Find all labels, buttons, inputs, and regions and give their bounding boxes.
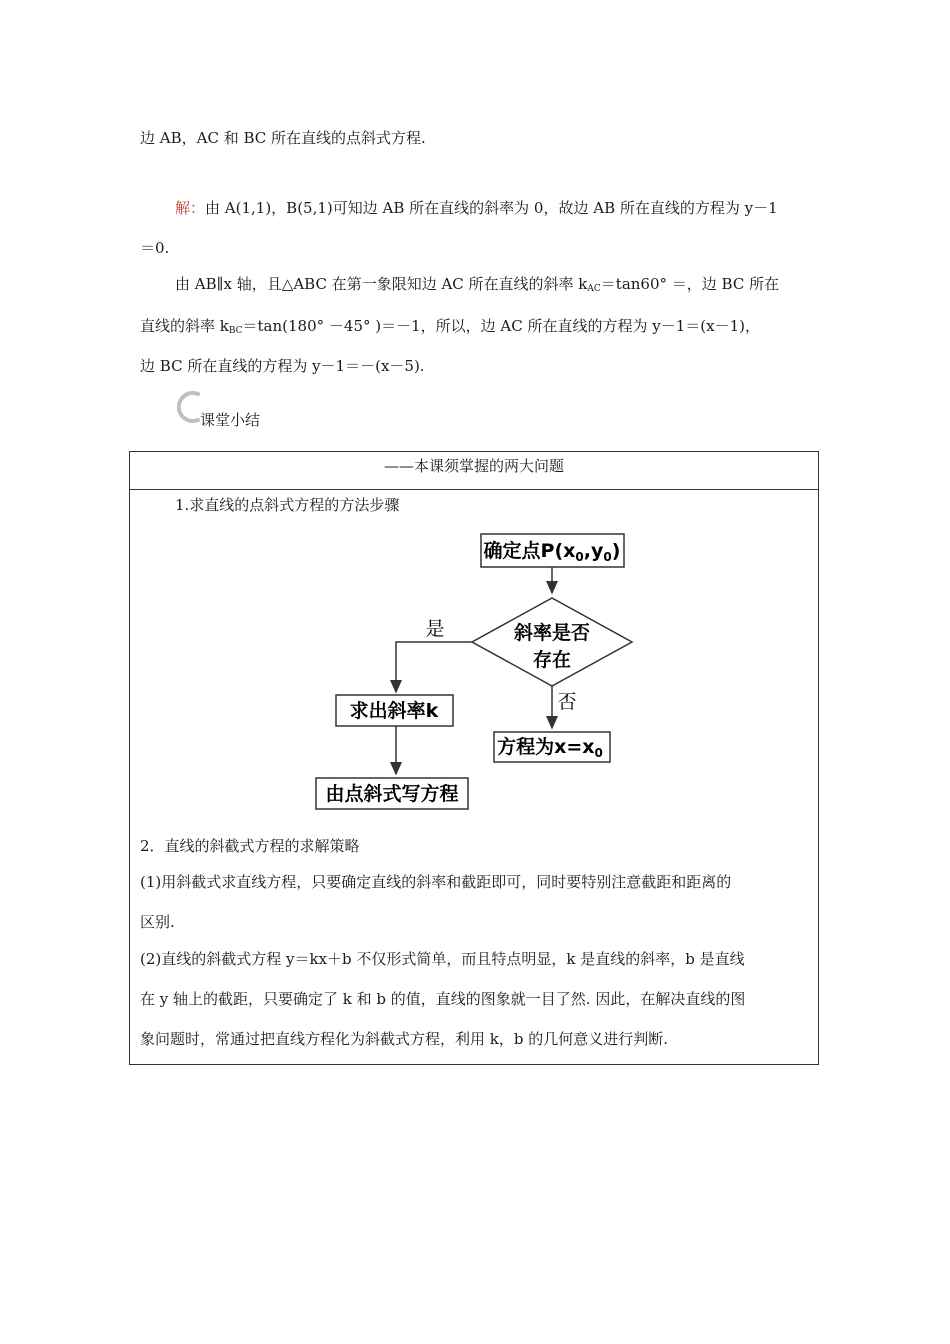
item2-p1-line1: (1)用斜截式求直线方程，只要确定直线的斜率和截距即可，同时要特别注意截距和距离的 <box>140 873 732 891</box>
solution-line-3: 由 AB∥x 轴，且△ABC 在第一象限知边 AC 所在直线的斜率 $k_{AC}=\tan 60^\circ$ ＝，边 BC 所在 <box>175 275 780 294</box>
flow-no-box-label: 方程为$x=x_0$ <box>497 736 603 760</box>
solution-line-4: 直线的斜率 $k_{BC}=\tan(180^\circ -45^\circ$ )＝－1，所以，边 AC 所在直线的方程为 y－1＝(x－1)， <box>140 317 761 336</box>
flow-yes-box-label: 求出斜率k <box>349 700 439 722</box>
item2-p2-line1: (2)直线的斜截式方程 y＝kx＋b 不仅形式简单，而且特点明显，k 是直线的斜率，b 是直线 <box>140 950 745 968</box>
solution-line-5: 边 BC 所在直线的方程为 y－1＝－(x－5). <box>140 357 425 375</box>
flow-start-label: 确定点$P(x_0,y_0)$ <box>483 540 621 564</box>
item2-p2-line3: 象问题时，常通过把直线方程化为斜截式方程，利用 k，b 的几何意义进行判断. <box>140 1030 668 1048</box>
flow-decision-line2: 存在 <box>532 649 572 671</box>
solution-label: 解： <box>175 199 206 217</box>
flow-no-label: 否 <box>557 691 577 713</box>
summary-box-title: ——本课须掌握的两大问题 <box>130 452 818 490</box>
flow-yes-label: 是 <box>425 618 445 640</box>
summary-box <box>129 451 819 1065</box>
flow-final-box-label: 由点斜式写方程 <box>325 783 459 805</box>
flow-decision-line1: 斜率是否 <box>513 622 591 644</box>
flowchart <box>130 452 820 1064</box>
item1-title: 1.求直线的点斜式方程的方法步骤 <box>175 496 400 514</box>
solution-line-2: ＝0. <box>140 239 170 257</box>
item2-p2-line2: 在 y 轴上的截距，只要确定了 k 和 b 的值，直线的图象就一目了然. 因此，在解决直线的图 <box>140 990 746 1008</box>
item2-p1-line2: 区别. <box>140 913 175 931</box>
intro-line: 边 AB，AC 和 BC 所在直线的点斜式方程. <box>140 129 426 147</box>
flow-arrow-yes <box>396 642 472 692</box>
summary-heading: 课堂小结 <box>200 411 261 429</box>
item2-title: 2．直线的斜截式方程的求解策略 <box>140 837 360 855</box>
solution-line-1: 解：由 A(1,1)，B(5,1)可知边 AB 所在直线的斜率为 0，故边 AB 所在直线的方程为 y－1 <box>175 199 778 217</box>
